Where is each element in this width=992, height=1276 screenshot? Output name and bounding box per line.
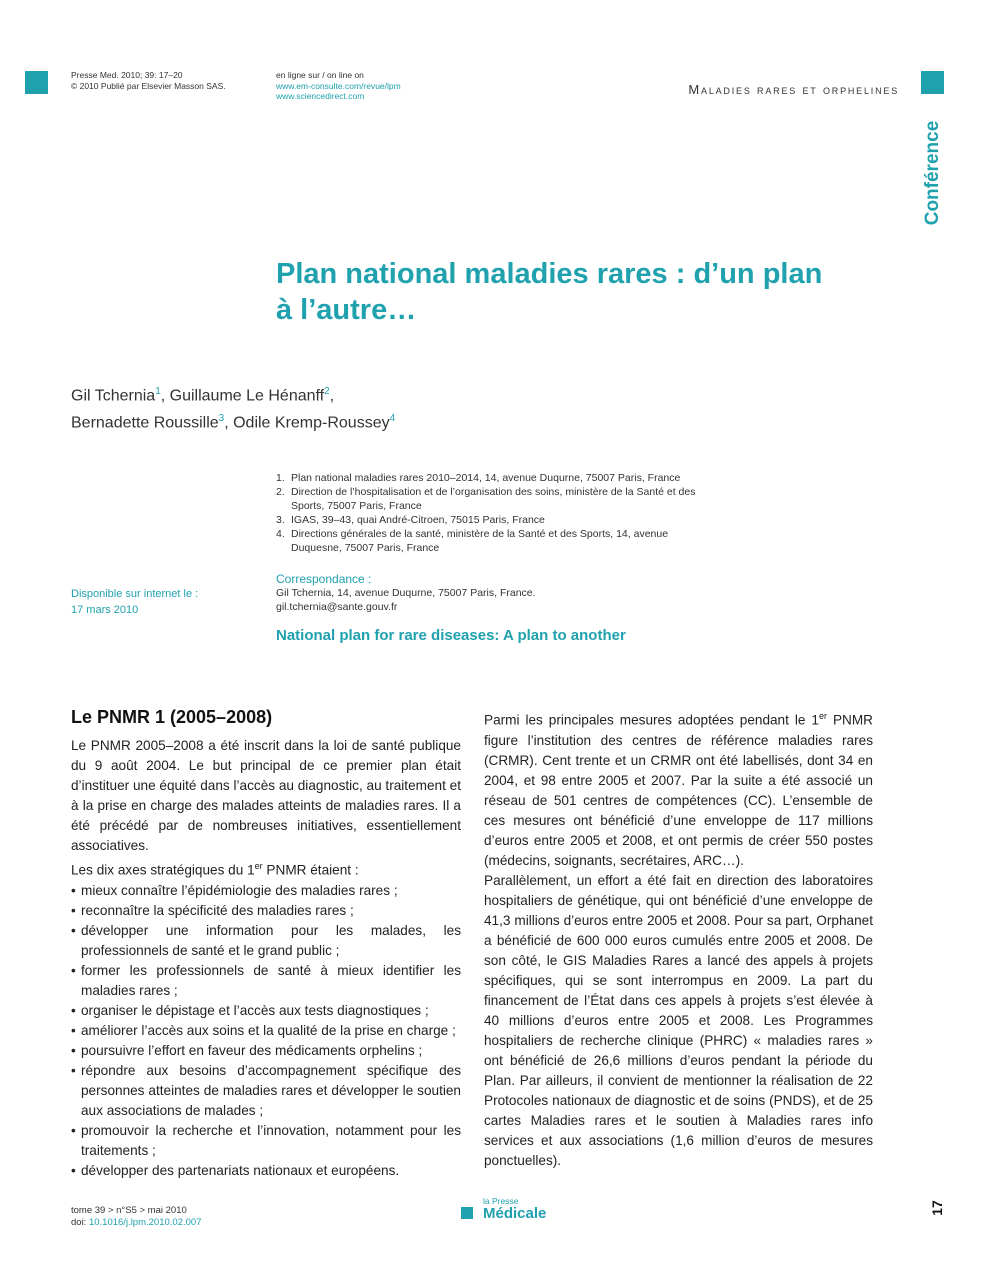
- journal-info: [71, 70, 226, 91]
- online-info: [276, 70, 401, 102]
- footer-info: [71, 1205, 201, 1229]
- list-item: • développer des partenariats nationaux et européens.: [71, 1161, 461, 1181]
- available-date: 17 mars 2010: [71, 604, 139, 616]
- list-item: • promouvoir la recherche et l’innovation, notamment pour les traitements ;: [71, 1121, 461, 1161]
- logo-small-text: la Presse: [483, 1196, 519, 1206]
- list-item: • former les professionnels de santé à mieux identifier les maladies rares ;: [71, 961, 461, 1001]
- affiliation-number: 3.: [276, 514, 285, 526]
- author-affil-sup: 1: [155, 386, 161, 397]
- list-item: • poursuivre l’effort en faveur des médicaments orphelins ;: [71, 1041, 461, 1061]
- right-p1-post: PNMR figure l’institution des centres de référence maladies rares (CRMR). Cent trente et un CRMR ont été labellisés, dont 34 en 2004, et 98 entre 2005 et 2007. Par la suite a été associé un réseau de 501 centres de compétences (CC). L’ensemble de ces mesures ont bénéficié d’une enveloppe de 117 millions d’euros entre 2005 et 2008, et ont permis de créer 550 postes (médecins, soignants, secrétaires, ARC…).: [484, 712, 873, 868]
- corner-square-right: [921, 71, 944, 94]
- list-item: • mieux connaître l’épidémiologie des maladies rares ;: [71, 881, 461, 901]
- availability: [71, 586, 198, 618]
- logo-text: [483, 1196, 546, 1222]
- section-tag: [918, 118, 948, 228]
- affiliation-number: 2.: [276, 486, 285, 498]
- axes-intro-sup: er: [254, 861, 263, 871]
- author-name: Odile Kremp-Roussey: [233, 414, 390, 432]
- online-label: en ligne sur / on line on: [276, 70, 364, 80]
- running-title: Maladies rares et orphelines: [688, 82, 899, 97]
- doi-link[interactable]: 10.1016/j.lpm.2010.02.007: [88, 1217, 202, 1228]
- doi-label: doi:: [71, 1217, 89, 1228]
- affiliation-text: IGAS, 39–43, quai André-Citroen, 75015 Paris, France: [291, 514, 545, 526]
- sciencedirect-link[interactable]: www.sciencedirect.com: [276, 91, 365, 101]
- affiliations: [276, 471, 696, 555]
- paragraph: Parallèlement, un effort a été fait en direction des laboratoires hospitaliers de génétique, qui ont bénéficié d’une enveloppe de 41,3 millions d’euros entre 2005 et 2008. Pour sa part, Orphanet a bénéficié de 600 000 euros cumulés entre 2005 et 2008. De son côté, le GIS Maladies Rares a lancé des appels à projets spécifiques, qui se sont interrompus en 2009. La part du financement de l’État dans ces appels à projets s’est élevée à 40 millions d’euros entre 2005 et 2008. Les Programmes hospitaliers de recherche clinique (PHRC) « maladies rares » ont bénéficié de 26,6 millions d’euros pendant la période du Plan. Par ailleurs, il convient de mentionner la réalisation de 22 Protocoles nationaux de diagnostic et de soins (PNDS), et de 25 cartes Maladies rares et le soutien à Maladies rares info services et aux associations (1,6 million d’euros de mesures ponctuelles).: [484, 872, 873, 1168]
- affiliation-number: 1.: [276, 472, 285, 484]
- author-sep: ,: [160, 387, 170, 405]
- paragraph: Le PNMR 2005–2008 a été inscrit dans la loi de santé publique du 9 août 2004. Le but principal de ce premier plan était d’instituer une équité dans l’accès au diagnostic, au traitement et à la prise en charge des malades atteints de maladies rares. Il a été précédé par de nombreuses initiatives, essentiellement associatives.: [71, 738, 461, 853]
- right-p1-sup: er: [818, 711, 827, 721]
- author-affil-sup: 4: [389, 413, 396, 425]
- affiliation-item: [276, 513, 696, 527]
- author-list: [71, 380, 571, 435]
- english-title: National plan for rare diseases: A plan to another: [276, 627, 626, 644]
- logo-big-text: Médicale: [483, 1205, 547, 1222]
- doi-line: [71, 1217, 201, 1229]
- axes-intro: [71, 856, 461, 881]
- page-number: [925, 1196, 949, 1220]
- author-sep: ,: [224, 414, 234, 432]
- list-item: • organiser le dépistage et l’accès aux tests diagnostiques ;: [71, 1001, 461, 1021]
- article-title-line2: à l’autre…: [276, 294, 417, 326]
- affiliation-number: 4.: [276, 528, 285, 540]
- authors-line1: [71, 380, 571, 407]
- section-tag-label: Conférence: [922, 120, 943, 226]
- author-name: Gil Tchernia: [71, 387, 156, 405]
- page-number-label: 17: [929, 1200, 945, 1216]
- author-sep: ,: [329, 387, 335, 405]
- right-column: [484, 706, 873, 1171]
- affiliation-text: Direction de l’hospitalisation et de l’organisation des soins, ministère de la Santé et des Sports, 75007 Paris, France: [291, 486, 696, 512]
- journal-ref: Presse Med. 2010; 39: 17–20: [71, 70, 183, 80]
- correspondence-email[interactable]: gil.tchernia@sante.gouv.fr: [276, 601, 398, 613]
- section-heading: Le PNMR 1 (2005–2008): [71, 707, 273, 727]
- correspondence-label: Correspondance :: [276, 572, 372, 586]
- article-title: [276, 256, 856, 328]
- axes-list: [71, 881, 461, 1181]
- author-affil-sup: 3: [218, 413, 225, 425]
- affiliation-item: [276, 485, 696, 513]
- affiliation-text: Plan national maladies rares 2010–2014, 14, avenue Duqurne, 75007 Paris, France: [291, 472, 681, 484]
- right-p1-pre: Parmi les principales mesures adoptées pendant le 1: [484, 712, 819, 728]
- list-item: • répondre aux besoins d’accompagnement spécifique des personnes atteintes de maladies rares et développer le soutien aux associations de malades ;: [71, 1061, 461, 1121]
- corner-square-left: [25, 71, 48, 94]
- list-item: • développer une information pour les malades, les professionnels de santé et le grand public ;: [71, 921, 461, 961]
- correspondence: [276, 572, 536, 614]
- list-item: • améliorer l’accès aux soins et la qualité de la prise en charge ;: [71, 1021, 461, 1041]
- list-item: • reconnaître la spécificité des maladies rares ;: [71, 901, 461, 921]
- author-name: Guillaume Le Hénanff: [169, 387, 325, 405]
- axes-intro-pre: Les dix axes stratégiques du 1: [71, 862, 255, 878]
- copyright: © 2010 Publié par Elsevier Masson SAS.: [71, 80, 226, 91]
- logo-square-icon: [461, 1207, 473, 1219]
- authors-line2: [71, 407, 571, 434]
- left-column: [71, 706, 461, 1181]
- affiliation-text: Directions générales de la santé, ministère de la Santé et des Sports, 14, avenue Duquesne, 75007 Paris, France: [291, 528, 669, 554]
- paragraph: [484, 706, 873, 871]
- correspondence-address: Gil Tchernia, 14, avenue Duqurne, 75007 Paris, France.: [276, 587, 536, 599]
- affiliation-item: [276, 527, 696, 555]
- author-affil-sup: 2: [324, 386, 330, 397]
- available-label: Disponible sur internet le :: [71, 588, 199, 600]
- issue-info: tome 39 > n°S5 > mai 2010: [71, 1205, 187, 1216]
- axes-intro-post: PNMR étaient :: [262, 862, 359, 878]
- em-consulte-link[interactable]: www.em-consulte.com/revue/lpm: [276, 80, 401, 91]
- article-title-line1: Plan national maladies rares : d’un plan: [276, 258, 823, 290]
- journal-logo: [461, 1196, 546, 1222]
- author-name: Bernadette Roussille: [71, 414, 219, 432]
- affiliation-item: [276, 471, 696, 485]
